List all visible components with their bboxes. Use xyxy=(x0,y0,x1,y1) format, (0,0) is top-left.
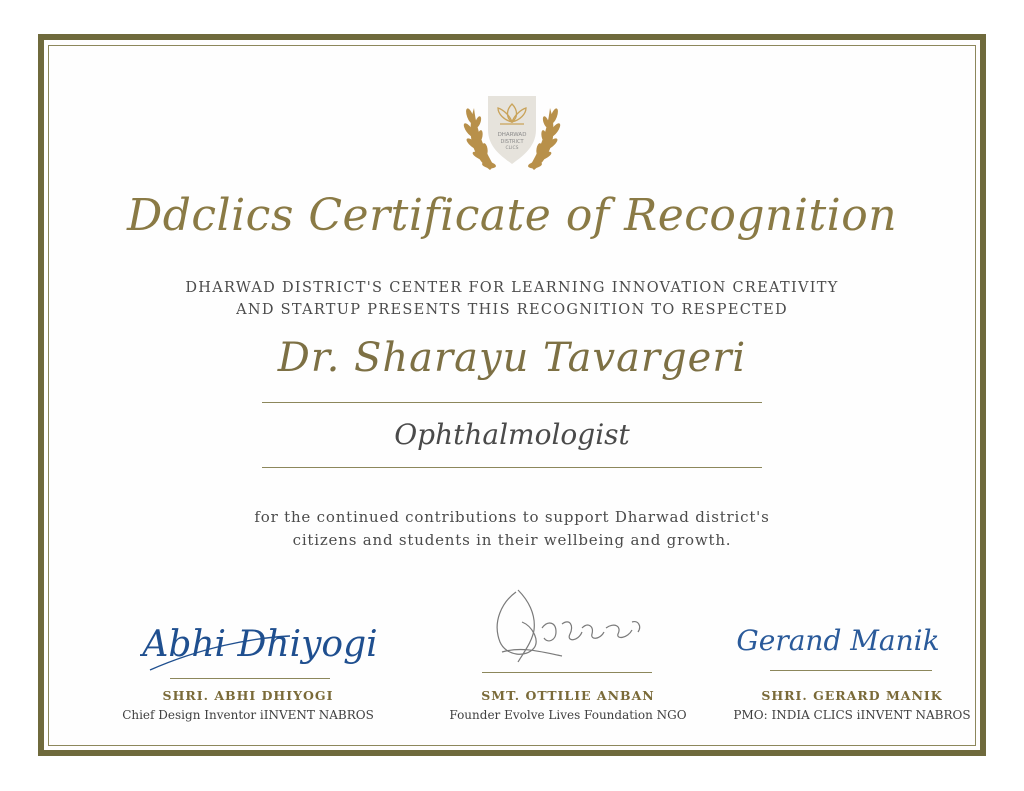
presenter-text xyxy=(112,277,912,321)
signatory-2-role: Founder Evolve Lives Foundation NGO xyxy=(449,708,687,722)
signature-line-1 xyxy=(170,678,330,679)
presenter-line-2: AND STARTUP PRESENTS THIS RECOGNITION TO RESPECTED xyxy=(236,302,788,318)
contribution-text xyxy=(162,506,862,552)
ddclics-emblem-logo xyxy=(460,86,564,174)
signatory-1-role: Chief Design Inventor iINVENT NABROS xyxy=(122,708,374,722)
presenter-line-1: DHARWAD DISTRICT'S CENTER FOR LEARNING INNOVATION CREATIVITY xyxy=(185,280,839,296)
svg-text:CLICS: CLICS xyxy=(505,146,519,151)
recipient-profession: Ophthalmologist xyxy=(394,418,630,451)
svg-text:DHARWAD: DHARWAD xyxy=(497,132,527,138)
recipient-name: Dr. Sharayu Tavargeri xyxy=(277,335,747,381)
certificate-title: Ddclics Certificate of Recognition xyxy=(126,190,898,241)
svg-text:Abhi Dhiyogi: Abhi Dhiyogi xyxy=(142,624,378,665)
recipient-underline xyxy=(262,402,762,403)
signatory-1-name: SHRI. ABHI DHIYOGI xyxy=(162,688,334,703)
signatory-3-role: PMO: INDIA CLICS iINVENT NABROS xyxy=(733,708,971,722)
signature-line-3 xyxy=(770,670,932,671)
profession-underline xyxy=(262,467,762,468)
signature-abhi-dhiyogi xyxy=(140,608,380,678)
signature-ottilie-anban xyxy=(482,582,652,672)
contribution-line-2: citizens and students in their wellbeing and growth. xyxy=(292,531,732,549)
svg-text:DISTRICT: DISTRICT xyxy=(500,139,524,145)
signatory-2-name: SMT. OTTILIE ANBAN xyxy=(481,688,655,703)
svg-text:Gerand Manik: Gerand Manik xyxy=(736,624,940,657)
signature-gerand-manik xyxy=(726,612,956,672)
signatory-3-name: SHRI. GERARD MANIK xyxy=(761,688,943,703)
signature-line-2 xyxy=(482,672,652,673)
contribution-line-1: for the continued contributions to support Dharwad district's xyxy=(254,508,770,526)
